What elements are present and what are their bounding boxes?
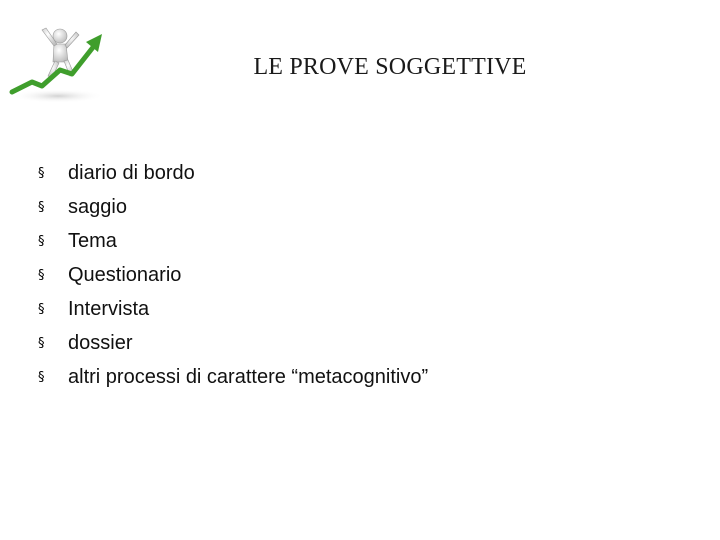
growth-chart-figure-icon bbox=[8, 20, 108, 104]
list-item bbox=[38, 190, 428, 224]
bullet-marker: § bbox=[38, 199, 45, 215]
bullet-text-saggio: saggio bbox=[68, 195, 127, 218]
logo-graphic bbox=[8, 20, 108, 104]
list-item bbox=[38, 360, 428, 394]
list-item bbox=[38, 326, 428, 360]
bullet-marker: § bbox=[38, 369, 45, 385]
bullet-marker: § bbox=[38, 267, 45, 283]
bullet-text-diario: diario di bordo bbox=[68, 161, 195, 184]
bullet-marker: § bbox=[38, 233, 45, 249]
list-item bbox=[38, 258, 428, 292]
bullet-text-dossier: dossier bbox=[68, 331, 133, 354]
bullet-text-altri-processi: altri processi di carattere “metacognitivo” bbox=[68, 365, 429, 388]
bullet-text-tema: Tema bbox=[68, 229, 117, 252]
bullet-marker: § bbox=[38, 335, 45, 351]
bullet-marker: § bbox=[38, 165, 45, 181]
list-item bbox=[38, 224, 428, 258]
bullet-marker: § bbox=[38, 301, 45, 317]
bullet-text-intervista: Intervista bbox=[68, 297, 150, 320]
list-item bbox=[38, 292, 428, 326]
slide-title: LE PROVE SOGGETTIVE bbox=[253, 54, 527, 80]
list-item bbox=[38, 156, 428, 190]
bullet-list bbox=[38, 156, 428, 394]
bullet-text-questionario: Questionario bbox=[68, 263, 182, 286]
